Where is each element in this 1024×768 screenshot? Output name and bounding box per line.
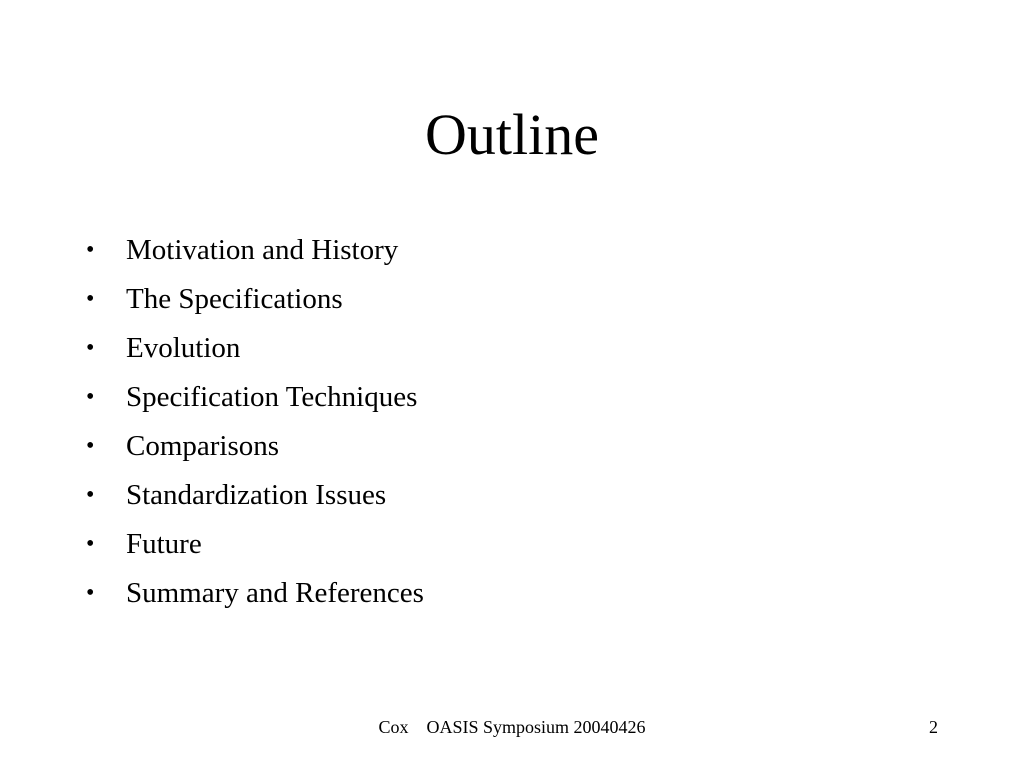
bullet-icon: • [86, 482, 95, 508]
list-item-label: Comparisons [126, 430, 280, 462]
bullet-icon: • [86, 335, 95, 361]
slide-title: Outline [425, 102, 599, 167]
footer-text: Cox OASIS Symposium 20040426 [378, 717, 646, 737]
list-item-label: Standardization Issues [126, 479, 387, 511]
list-item-label: Summary and References [126, 577, 424, 609]
list-item-label: Motivation and History [126, 234, 399, 266]
bullet-icon: • [86, 286, 95, 312]
list-item-label: Specification Techniques [126, 381, 418, 413]
bullet-icon: • [86, 531, 95, 557]
bullet-icon: • [86, 580, 95, 606]
bullet-icon: • [86, 433, 95, 459]
page-number: 2 [929, 717, 938, 737]
list-item-label: Future [126, 528, 202, 560]
list-item-label: Evolution [126, 332, 241, 364]
list-item-label: The Specifications [126, 283, 343, 315]
bullet-icon: • [86, 237, 95, 263]
bullet-icon: • [86, 384, 95, 410]
